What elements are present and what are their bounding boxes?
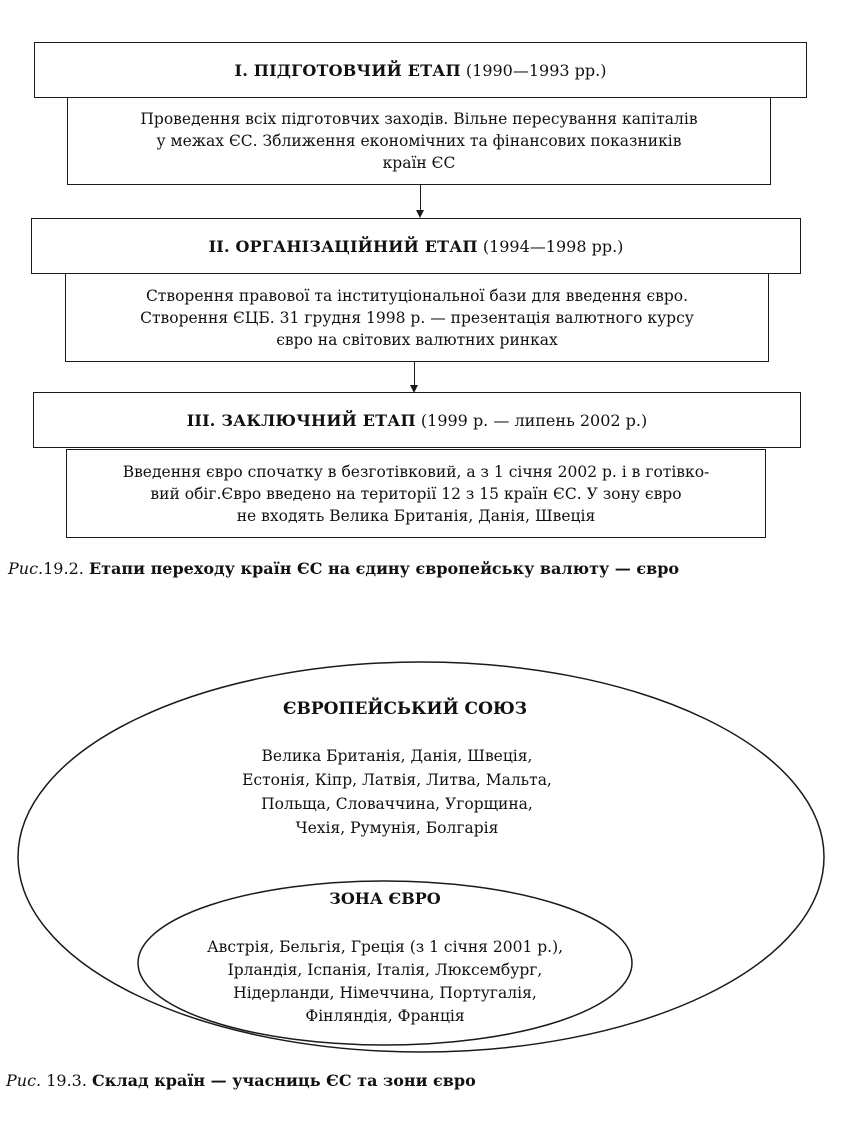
stage-3-title: ІІІ. ЗАКЛЮЧНИЙ ЕТАП (1999 р. — липень 2002 р.) — [186, 410, 648, 430]
eu-title: ЄВРОПЕЙСЬКИЙ СОЮЗ — [282, 699, 528, 719]
eurozone-countries: Австрія, Бельгія, Греція (з 1 січня 2001 р.), Ірландія, Іспанія, Італія, Люксембург, Нідерланди, Німеччина, Португалія, Фінляндія, Франція — [206, 938, 564, 1025]
figure-19-2-caption: Рис.19.2. Етапи переходу країн ЄС на єдину європейську валюту — євро — [8, 559, 680, 578]
figure-19-3-caption: Рис. 19.3. Склад країн — учасниць ЄС та зони євро — [6, 1071, 476, 1090]
stage-2-description: Створення правової та інституціональної бази для введення євро. Створення ЄЦБ. 31 грудня 1998 р. — презентація валютного курсу євро на світових валютних ринках — [140, 286, 694, 349]
eu-countries: Велика Британія, Данія, Швеція, Естонія, Кіпр, Латвія, Литва, Мальта, Польща, Словаччина, Угорщина, Чехія, Румунія, Болгарія — [242, 747, 552, 837]
stage-2-title: ІІ. ОРГАНІЗАЦІЙНИЙ ЕТАП (1994—1998 рр.) — [208, 236, 624, 256]
eurozone-title: ЗОНА ЄВРО — [329, 889, 441, 908]
stage-1-description: Проведення всіх підготовчих заходів. Вільне пересування капіталів у межах ЄС. Зближення економічних та фінансових показників країн ЄС — [140, 110, 698, 172]
stage-3-description: Введення євро спочатку в безготівковий, а з 1 січня 2002 р. і в готівко- вий обіг.Євро введено на території 12 з 15 країн ЄС. У зону євро не входять Велика Британія, Данія, Швеція — [122, 462, 710, 525]
stage-1-title: І. ПІДГОТОВЧИЙ ЕТАП (1990—1993 рр.) — [234, 60, 607, 80]
